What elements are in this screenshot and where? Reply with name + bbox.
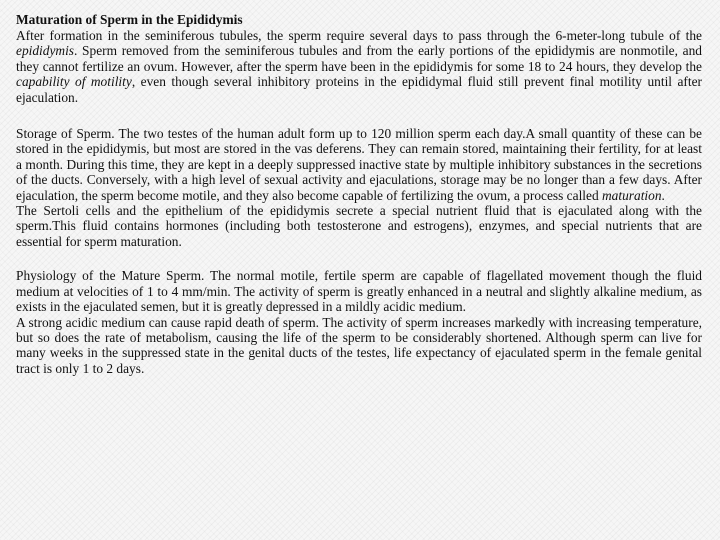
- paragraph-storage: [16, 126, 702, 203]
- paragraph-text: The normal motile, fertile sperm are capable of flagellated movement though the fluid medium at velocities of 1 to 4 mm/min. The activity of sperm is greatly enhanced in a neutral and slightly alkaline medium, as exists in the ejaculated semen, but it is greatly depressed in a mildly acidic medium.: [16, 268, 702, 315]
- paragraph-physiology: [16, 268, 702, 314]
- emphasis-epididymis: epididymis: [16, 43, 75, 59]
- section-physiology: [16, 268, 702, 376]
- document-slide: [16, 11, 702, 376]
- section-maturation: [16, 11, 702, 105]
- emphasis-maturation: maturation: [602, 187, 662, 203]
- paragraph-sertoli: The Sertoli cells and the epithelium of the epididymis secrete a special nutrient fluid that is ejaculated along with the sperm.This fluid contains hormones (including both testosterone and estrogens), enzymes, and special nutrients that are essential for sperm maturation.: [16, 203, 702, 249]
- paragraph-text: .: [661, 187, 665, 203]
- paragraph-text: , even though several inhibitory proteins in the epididymal fluid still prevent final motility until after ejaculation.: [16, 74, 702, 105]
- emphasis-capability-of-motility: capability of motility: [16, 74, 132, 90]
- paragraph-maturation: [16, 28, 702, 105]
- section-storage: [16, 126, 702, 249]
- paragraph-text: After formation in the seminiferous tubules, the sperm require several days to pass through the 6-meter-long tubule of the: [16, 28, 702, 43]
- section-title-maturation: Maturation of Sperm in the Epididymis: [16, 12, 243, 27]
- spacer: [16, 105, 702, 126]
- lead-storage-of-sperm: Storage of Sperm.: [16, 126, 115, 142]
- paragraph-text: The two testes of the human adult form up to 120 million sperm each day.A small quantity of these can be stored in the epididymis, but most are stored in the vas deferens. They can remain stored, maintaining their fertility, for at least a month. During this time, they are kept in a deeply suppressed inactive state by multiple inhibitory substances in the secretions of the ducts. Conversely, with a high level of sexual activity and ejaculations, storage may be no longer than a few days. After ejaculation, the sperm become motile, and they also become capable of fertilizing the ovum, a process called: [16, 126, 702, 203]
- spacer: [16, 249, 702, 268]
- paragraph-text: . Sperm removed from the seminiferous tubules and from the early portions of the epididymis are nonmotile, and they cannot fertilize an ovum. However, after the sperm have been in the epididymis for some 18 to 24 hours, they develop the: [16, 43, 702, 74]
- lead-physiology: Physiology of the Mature Sperm.: [16, 268, 205, 284]
- paragraph-acidic: A strong acidic medium can cause rapid death of sperm. The activity of sperm increases markedly with increasing temperature, but so does the rate of metabolism, causing the life of the sperm to be considerably shortened. Although sperm can live for many weeks in the suppressed state in the genital ducts of the testes, life expectancy of ejaculated sperm in the female genital tract is only 1 to 2 days.: [16, 314, 702, 376]
